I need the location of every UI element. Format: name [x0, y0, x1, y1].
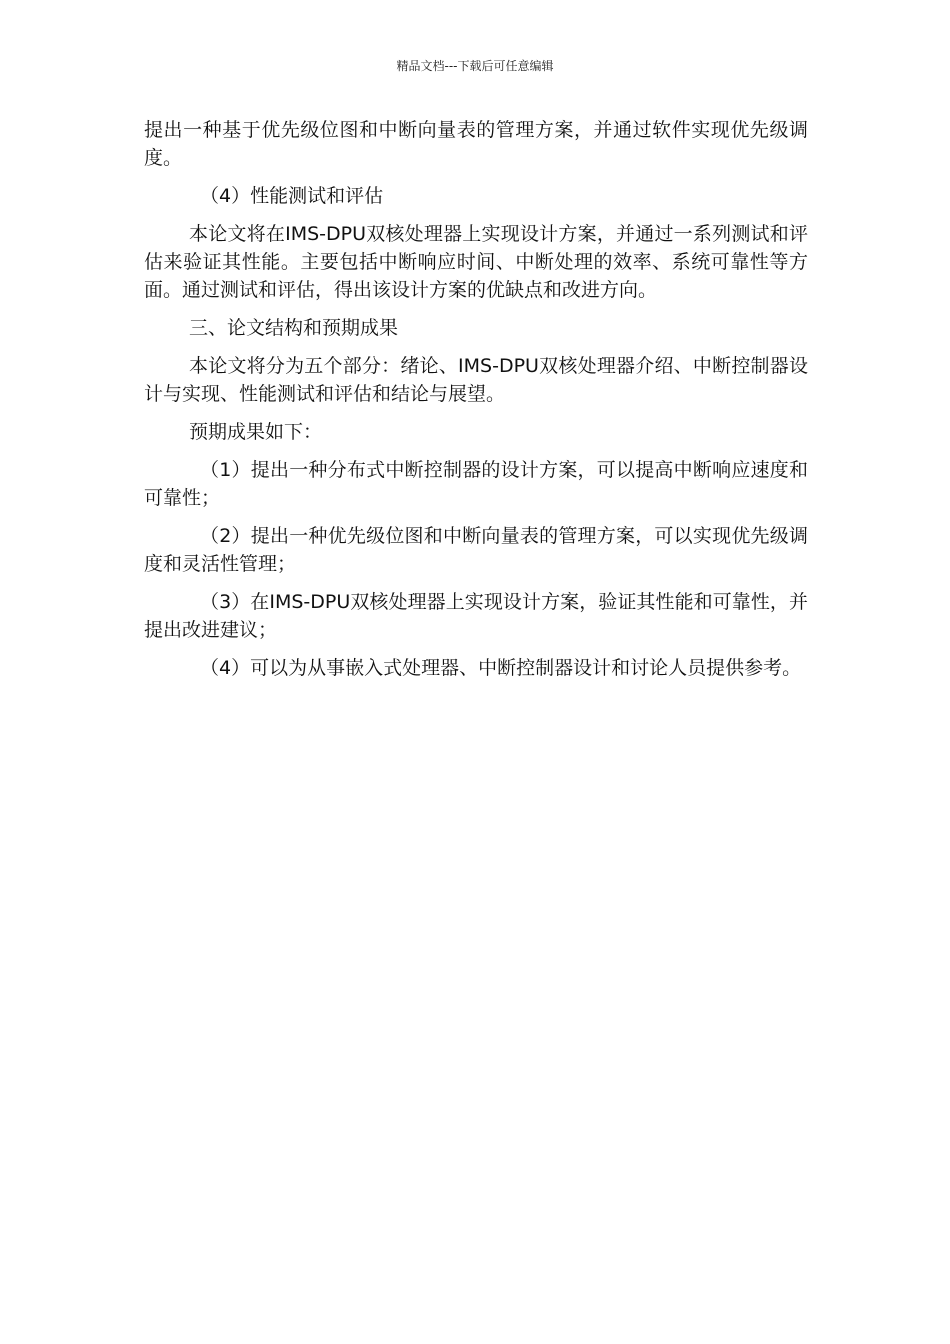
list-item-4: （4）可以为从事嵌入式处理器、中断控制器设计和讨论人员提供参考。 [200, 657, 802, 679]
paragraph-testing: 本论文将在IMS-DPU双核处理器上实现设计方案，并通过一系列测试和评估来验证其性能。主要包括中断响应时间、中断处理的效率、系统可靠性等方面。通过测试和评估，得出该设计方案的优缺点和改进方向。 [144, 223, 808, 301]
list-item-2: （2）提出一种优先级位图和中断向量表的管理方案，可以实现优先级调度和灵活性管理； [144, 525, 808, 575]
subsection-heading-4: （4）性能测试和评估 [200, 185, 384, 207]
document-body [144, 116, 808, 692]
paragraph-structure: 本论文将分为五个部分：绪论、IMS-DPU双核处理器介绍、中断控制器设计与实现、性能测试和评估和结论与展望。 [144, 355, 808, 405]
section-heading-3: 三、论文结构和预期成果 [189, 317, 399, 339]
page-header: 精品文档---下载后可任意编辑 [396, 59, 554, 73]
paragraph-expected-results: 预期成果如下： [189, 421, 323, 443]
paragraph-continuation: 提出一种基于优先级位图和中断向量表的管理方案，并通过软件实现优先级调度。 [144, 119, 808, 169]
list-item-3: （3）在IMS-DPU双核处理器上实现设计方案，验证其性能和可靠性，并提出改进建议； [144, 591, 808, 641]
list-item-1: （1）提出一种分布式中断控制器的设计方案，可以提高中断响应速度和可靠性； [144, 459, 808, 509]
